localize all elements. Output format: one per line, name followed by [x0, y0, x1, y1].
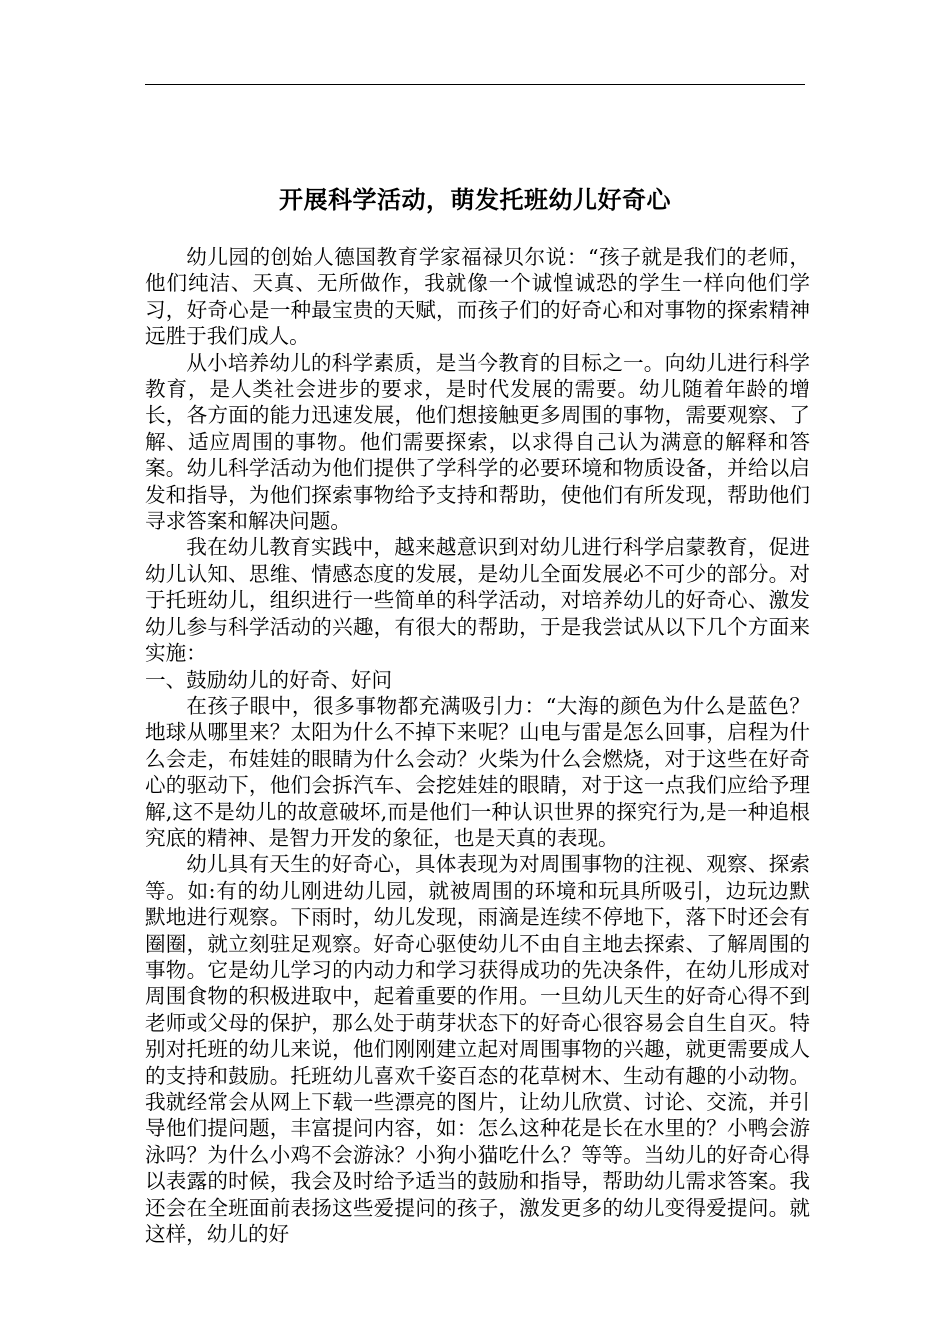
- document-title: 开展科学活动，萌发托班幼儿好奇心: [279, 185, 671, 214]
- paragraph: 幼儿园的创始人德国教育学家福禄贝尔说：“孩子就是我们的老师，他们纯洁、天真、无所做作，我就像一个诚惶诚恐的学生一样向他们学习，好奇心是一种最宝贵的天赋，而孩子们的好奇心和对事物的探索精神远胜于我们成人。: [145, 245, 810, 349]
- paragraph: 幼儿具有天生的好奇心，具体表现为对周围事物的注视、观察、探索等。如:有的幼儿刚进幼儿园，就被周围的环境和玩具所吸引，边玩边默默地进行观察。下雨时，幼儿发现，雨滴是连续不停地下，落下时还会有圈圈，就立刻驻足观察。好奇心驱使幼儿不由自主地去探索、了解周围的事物。它是幼儿学习的内动力和学习获得成功的先决条件，在幼儿形成对周围食物的积极进取中，起着重要的作用。一旦幼儿天生的好奇心得不到老师或父母的保护，那么处于萌芽状态下的好奇心很容易会自生自灭。特别对托班的幼儿来说，他们刚刚建立起对周围事物的兴趣，就更需要成人的支持和鼓励。托班幼儿喜欢千姿百态的花草树木、生动有趣的小动物。我就经常会从网上下载一些漂亮的图片，让幼儿欣赏、讨论、交流，并引导他们提问题，丰富提问内容，如：怎么这种花是长在水里的？小鸭会游泳吗？为什么小鸡不会游泳？小狗小猫吃什么？等等。当幼儿的好奇心得以表露的时候，我会及时给予适当的鼓励和指导，帮助幼儿需求答案。我还会在全班面前表扬这些爱提问的孩子，激发更多的幼儿变得爱提问。就这样，幼儿的好: [145, 852, 810, 1247]
- paragraph: 在孩子眼中，很多事物都充满吸引力：“大海的颜色为什么是蓝色？地球从哪里来？太阳为什么不掉下来呢？山电与雷是怎么回事，启程为什么会走，布娃娃的眼睛为什么会动？火柴为什么会燃烧，对于这些在好奇心的驱动下，他们会拆汽车、会挖娃娃的眼睛，对于这一点我们应给予理解,这不是幼儿的故意破坏,而是他们一种认识世界的探究行为,是一种追根究底的精神、是智力开发的象征，也是天真的表现。: [145, 693, 810, 850]
- paragraph: 从小培养幼儿的科学素质，是当今教育的目标之一。向幼儿进行科学教育，是人类社会进步的要求，是时代发展的需要。幼儿随着年龄的增长，各方面的能力迅速发展，他们想接触更多周围的事物，需要观察、了解、适应周围的事物。他们需要探索，以求得自己认为满意的解释和答案。幼儿科学活动为他们提供了学科学的必要环境和物质设备，并给以启发和指导，为他们探索事物给予支持和帮助，使他们有所发现，帮助他们寻求答案和解决问题。: [145, 350, 810, 534]
- header-rule: [145, 84, 805, 85]
- document-body: [145, 244, 810, 1247]
- section-heading: 一、鼓励幼儿的好奇、好问: [145, 667, 393, 692]
- paragraph: 我在幼儿教育实践中，越来越意识到对幼儿进行科学启蒙教育，促进幼儿认知、思维、情感态度的发展，是幼儿全面发展必不可少的部分。对于托班幼儿，组织进行一些简单的科学活动，对培养幼儿的好奇心、激发幼儿参与科学活动的兴趣，有很大的帮助，于是我尝试从以下几个方面来实施：: [145, 535, 810, 666]
